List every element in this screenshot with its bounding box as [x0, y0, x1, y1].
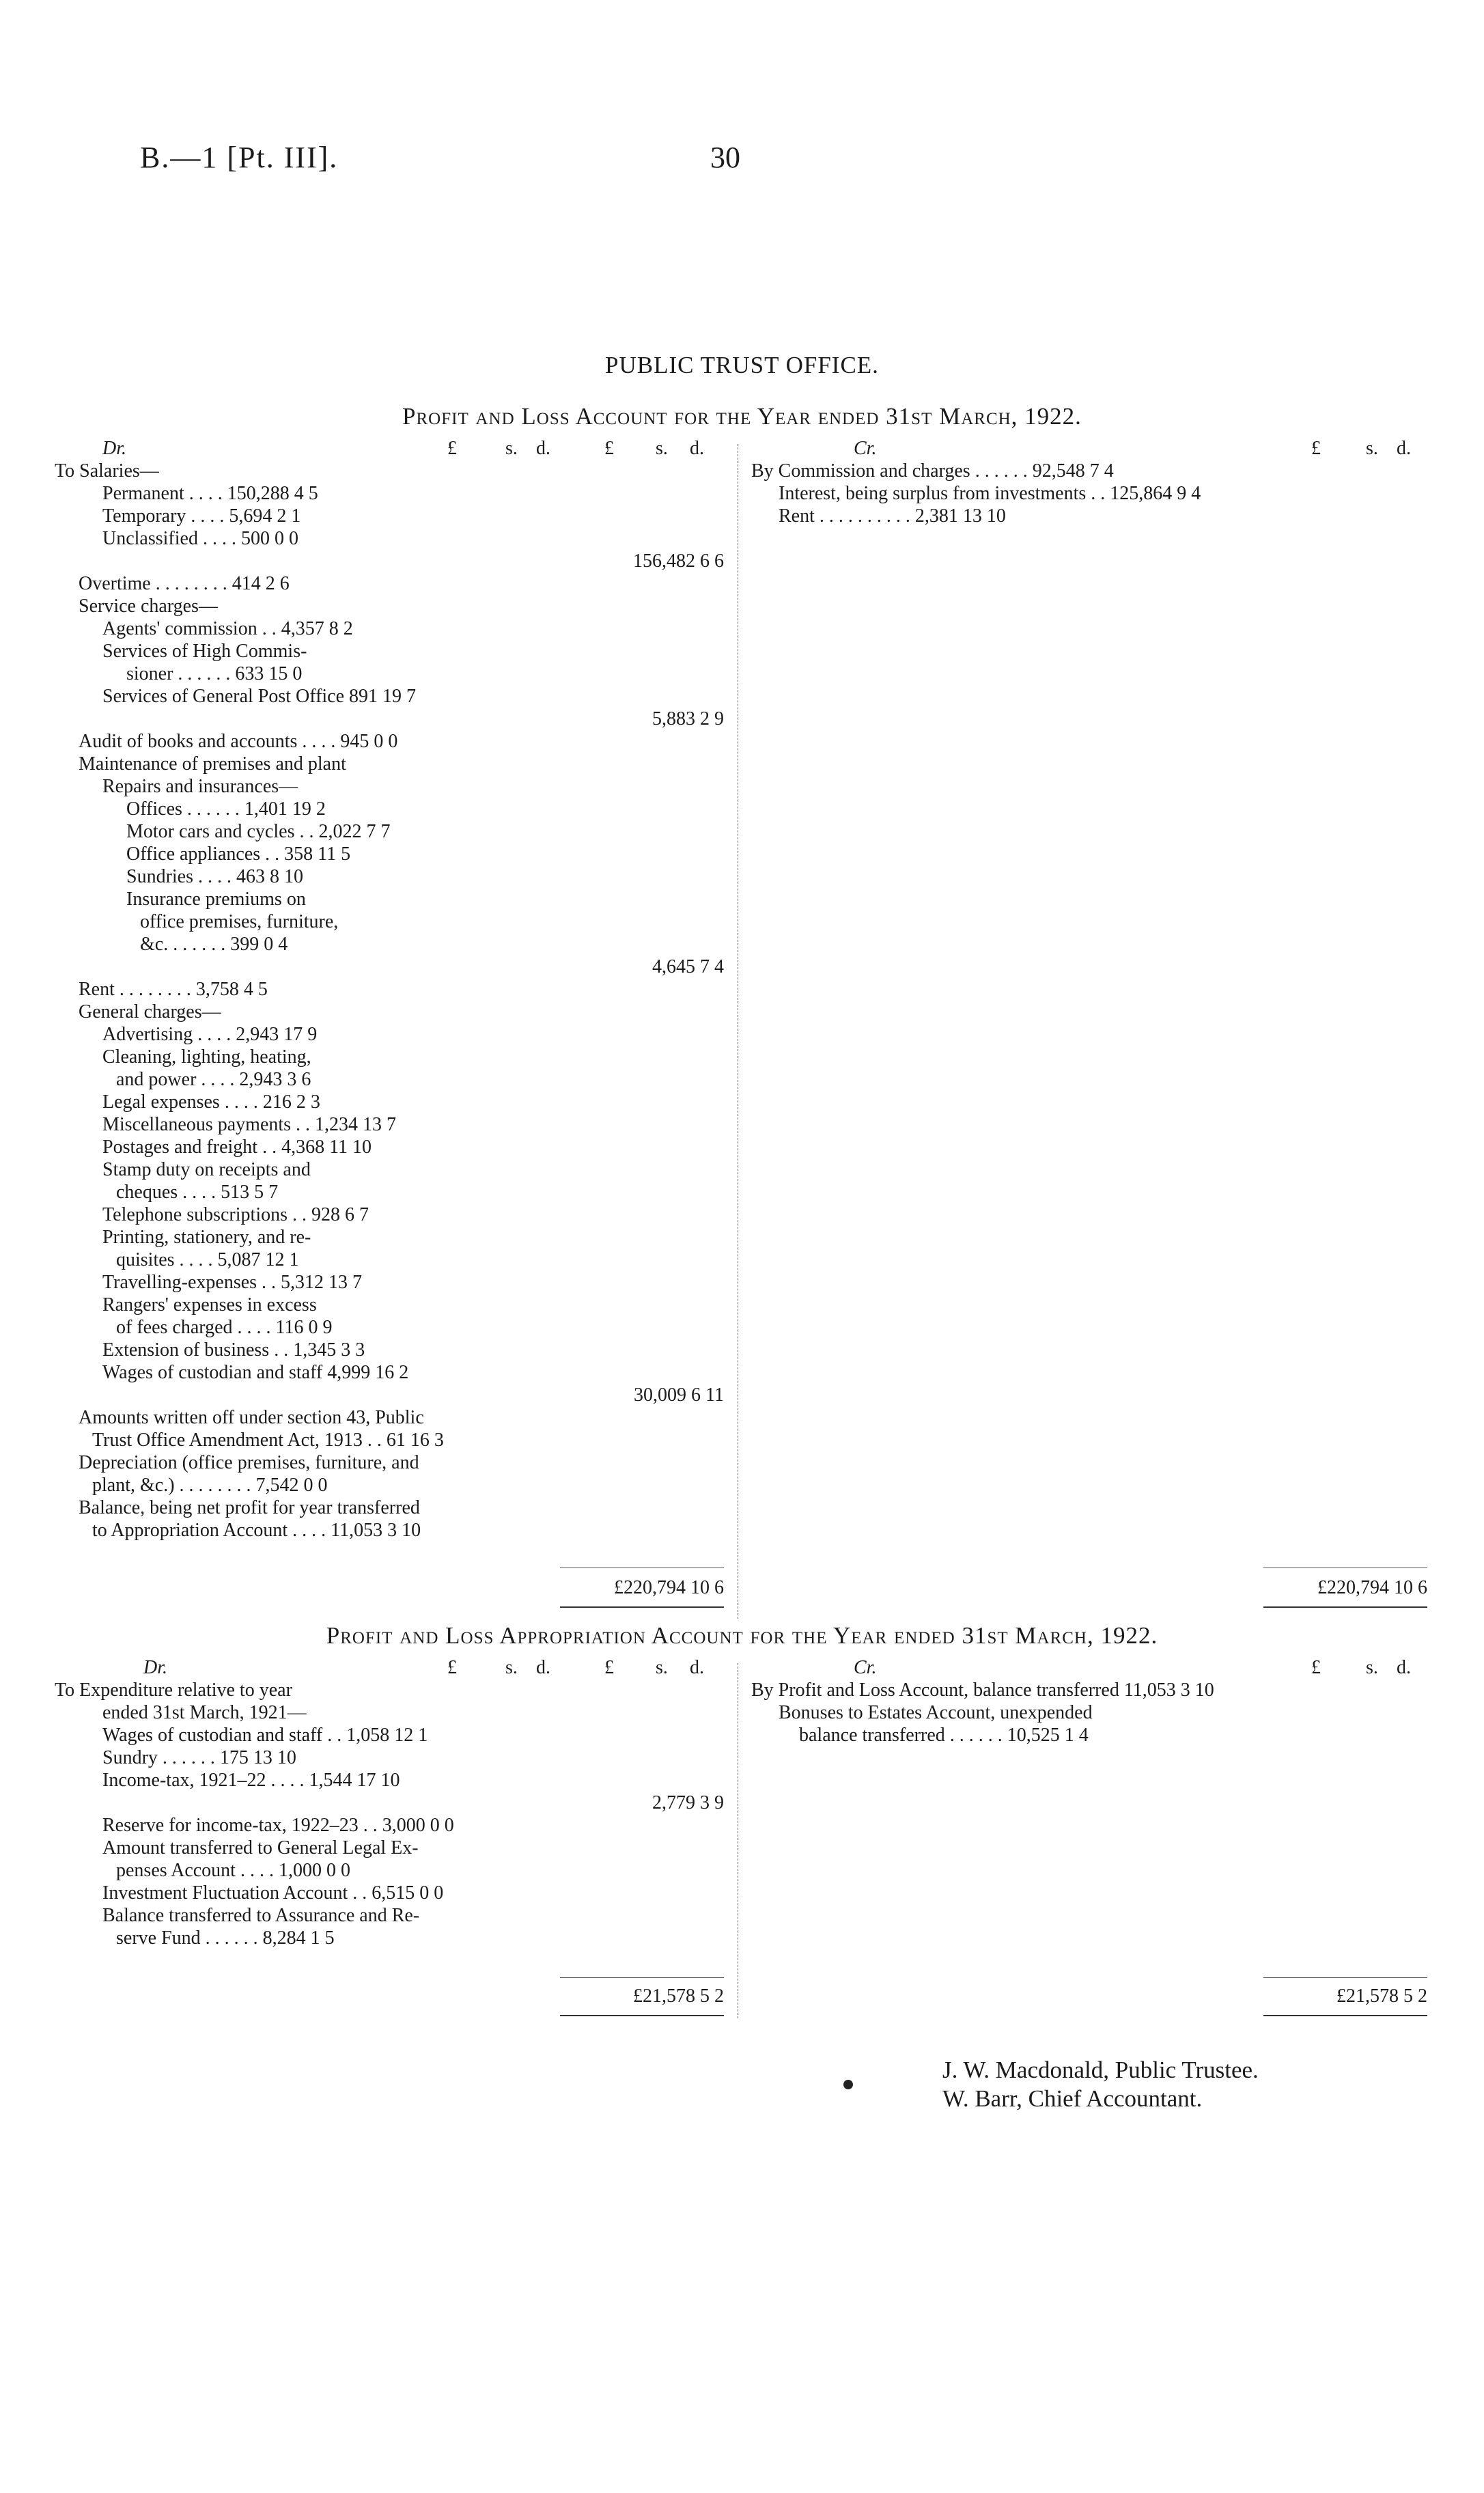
pl-dr-row: Motor cars and cycles . . 2,022 7 7	[126, 821, 391, 842]
pl-cr-row: By Commission and charges . . . . . . 92,548 7 4	[751, 460, 1114, 482]
pl-col-pound-1: £	[447, 438, 457, 459]
pl-dr-row: Maintenance of premises and plant	[79, 753, 346, 775]
pl-dr-label: Dr.	[102, 438, 127, 459]
app-cr-row: By Profit and Loss Account, balance transferred 11,053 3 10	[751, 1680, 1214, 1701]
pl-dr-row: cheques . . . . 513 5 7	[116, 1182, 279, 1203]
pl-dr-row: sioner . . . . . . 633 15 0	[126, 663, 303, 684]
pl-dr-row: &c. . . . . . . 399 0 4	[140, 934, 288, 955]
pl-dr-row: Temporary . . . . 5,694 2 1	[102, 505, 301, 527]
app-col-d-1: d.	[536, 1657, 550, 1678]
pl-dr-row: Office appliances . . 358 11 5	[126, 844, 351, 865]
app-dr-rule-bottom	[560, 2015, 724, 2016]
pl-dr-row: Agents' commission . . 4,357 8 2	[102, 618, 353, 639]
pl-dr-row: and power . . . . 2,943 3 6	[116, 1069, 311, 1090]
document-reference: B.—1 [Pt. III].	[140, 141, 339, 174]
app-dr-row: Amount transferred to General Legal Ex-	[102, 1837, 419, 1858]
app-debit-list	[55, 1679, 724, 1949]
pl-dr-row: Amounts written off under section 43, Public	[79, 1407, 424, 1428]
pl-dr-row: Audit of books and accounts . . . . 945 0 0	[79, 731, 398, 752]
pl-dr-row: Wages of custodian and staff 4,999 16 2	[102, 1362, 409, 1383]
pl-total-cr: £220,794 10 6	[1317, 1577, 1427, 1598]
pl-dr-row: Rangers' expenses in excess	[102, 1294, 317, 1315]
pl-cr-col-s: s.	[1366, 438, 1378, 459]
pl-dr-row: Advertising . . . . 2,943 17 9	[102, 1024, 318, 1045]
pl-dr-row: Stamp duty on receipts and	[102, 1159, 311, 1180]
app-dr-row: Wages of custodian and staff . . 1,058 12 1	[102, 1725, 428, 1746]
pl-cr-col-pound: £	[1311, 438, 1321, 459]
page-number: 30	[710, 141, 740, 174]
app-dr-row: ended 31st March, 1921—	[102, 1702, 307, 1723]
pl-dr-row: Trust Office Amendment Act, 1913 . . 61 16 3	[92, 1430, 444, 1451]
pl-dr-row: office premises, furniture,	[140, 911, 339, 932]
app-col-d-2: d.	[690, 1657, 704, 1678]
pl-dr-row: Rent . . . . . . . . 3,758 4 5	[79, 979, 268, 1000]
pl-dr-row: Miscellaneous payments . . 1,234 13 7	[102, 1114, 397, 1135]
pl-dr-row: To Salaries—	[55, 460, 159, 482]
app-dr-row: Reserve for income-tax, 1922–23 . . 3,000 0 0	[102, 1815, 454, 1836]
app-total-cr: £21,578 5 2	[1336, 1986, 1427, 2007]
app-dr-label: Dr.	[143, 1657, 168, 1678]
pl-dr-row: General charges—	[79, 1001, 221, 1022]
app-dr-rule-top	[560, 1977, 724, 1978]
pl-col-s-2: s.	[656, 438, 668, 459]
app-dr-row: 2,779 3 9	[652, 1792, 724, 1813]
pl-col-s-1: s.	[505, 438, 518, 459]
app-dr-row: Investment Fluctuation Account . . 6,515 0 0	[102, 1882, 444, 1904]
app-cr-rule-top	[1263, 1977, 1427, 1978]
pl-dr-row: Services of General Post Office 891 19 7	[102, 686, 417, 707]
pl-credit-list	[751, 460, 1434, 527]
pl-dr-row: Repairs and insurances—	[102, 776, 298, 797]
app-col-s-2: s.	[656, 1657, 668, 1678]
pl-cr-label: Cr.	[854, 438, 877, 459]
pl-dr-row: Telephone subscriptions . . 928 6 7	[102, 1204, 369, 1225]
app-dr-row: serve Fund . . . . . . 8,284 1 5	[116, 1927, 335, 1949]
pl-dr-row: Extension of business . . 1,345 3 3	[102, 1339, 365, 1361]
pl-dr-row: Cleaning, lighting, heating,	[102, 1046, 311, 1068]
app-dr-row: Balance transferred to Assurance and Re-	[102, 1905, 420, 1926]
pl-dr-row: Insurance premiums on	[126, 889, 306, 910]
pl-cr-row: Rent . . . . . . . . . . 2,381 13 10	[779, 505, 1006, 527]
pl-col-pound-2: £	[604, 438, 614, 459]
pl-dr-row: Depreciation (office premises, furniture, and	[79, 1452, 419, 1473]
app-heading: Profit and Loss Appropriation Account for the Year ended 31st March, 1922.	[326, 1622, 1158, 1649]
app-dr-row: To Expenditure relative to year	[55, 1680, 292, 1701]
app-dr-row: Income-tax, 1921–22 . . . . 1,544 17 10	[102, 1770, 400, 1791]
app-cr-row: Bonuses to Estates Account, unexpended	[779, 1702, 1093, 1723]
bullet-mark	[843, 2080, 853, 2089]
pl-cr-rule-bottom	[1263, 1606, 1427, 1608]
app-col-pound-1: £	[447, 1657, 457, 1678]
pl-dr-row: Postages and freight . . 4,368 11 10	[102, 1137, 372, 1158]
pl-cr-col-d: d.	[1397, 438, 1411, 459]
pl-dr-row: Overtime . . . . . . . . 414 2 6	[79, 573, 290, 594]
app-cr-label: Cr.	[854, 1657, 877, 1678]
page-title: PUBLIC TRUST OFFICE.	[605, 352, 879, 378]
app-cr-row: balance transferred . . . . . . 10,525 1 4	[799, 1725, 1089, 1746]
app-cr-col-d: d.	[1397, 1657, 1411, 1678]
pl-dr-row: Offices . . . . . . 1,401 19 2	[126, 798, 326, 820]
pl-dr-row: 5,883 2 9	[652, 708, 724, 729]
pl-dr-row: Sundries . . . . 463 8 10	[126, 866, 303, 887]
app-credit-list	[751, 1679, 1434, 1746]
pl-dr-row: Unclassified . . . . 500 0 0	[102, 528, 298, 549]
app-dr-row: Sundry . . . . . . 175 13 10	[102, 1747, 296, 1768]
pl-col-d-2: d.	[690, 438, 704, 459]
app-col-pound-2: £	[604, 1657, 614, 1678]
pl-dr-row: 30,009 6 11	[634, 1384, 724, 1406]
pl-dr-row: plant, &c.) . . . . . . . . 7,542 0 0	[92, 1475, 328, 1496]
pl-dr-row: Services of High Commis-	[102, 641, 307, 662]
pl-dr-row: Travelling-expenses . . 5,312 13 7	[102, 1272, 363, 1293]
signature-accountant: W. Barr, Chief Accountant.	[942, 2085, 1203, 2112]
pl-col-d-1: d.	[536, 438, 550, 459]
pl-debit-list	[55, 460, 724, 1542]
app-cr-rule-bottom	[1263, 2015, 1427, 2016]
app-total-dr: £21,578 5 2	[633, 1986, 724, 2007]
pl-dr-row: Printing, stationery, and re-	[102, 1227, 311, 1248]
pl-dr-row: of fees charged . . . . 116 0 9	[116, 1317, 333, 1338]
signature-trustee: J. W. Macdonald, Public Trustee.	[942, 2057, 1259, 2083]
pl-dr-row: 4,645 7 4	[652, 956, 724, 977]
app-col-s-1: s.	[505, 1657, 518, 1678]
app-cr-col-pound: £	[1311, 1657, 1321, 1678]
app-cr-col-s: s.	[1366, 1657, 1378, 1678]
pl-heading: Profit and Loss Account for the Year ended 31st March, 1922.	[402, 403, 1082, 430]
pl-dr-row: Permanent . . . . 150,288 4 5	[102, 483, 318, 504]
pl-cr-row: Interest, being surplus from investments . . 125,864 9 4	[779, 483, 1201, 504]
pl-dr-row: Legal expenses . . . . 216 2 3	[102, 1091, 320, 1113]
pl-dr-row: Service charges—	[79, 596, 218, 617]
pl-total-dr: £220,794 10 6	[614, 1577, 724, 1598]
pl-dr-row: quisites . . . . 5,087 12 1	[116, 1249, 299, 1270]
pl-dr-row: 156,482 6 6	[633, 551, 724, 572]
app-dr-row: penses Account . . . . 1,000 0 0	[116, 1860, 350, 1881]
pl-dr-row: Balance, being net profit for year transferred	[79, 1497, 420, 1518]
pl-dr-row: to Appropriation Account . . . . 11,053 3 10	[92, 1520, 421, 1541]
pl-dr-rule-bottom	[560, 1606, 724, 1608]
